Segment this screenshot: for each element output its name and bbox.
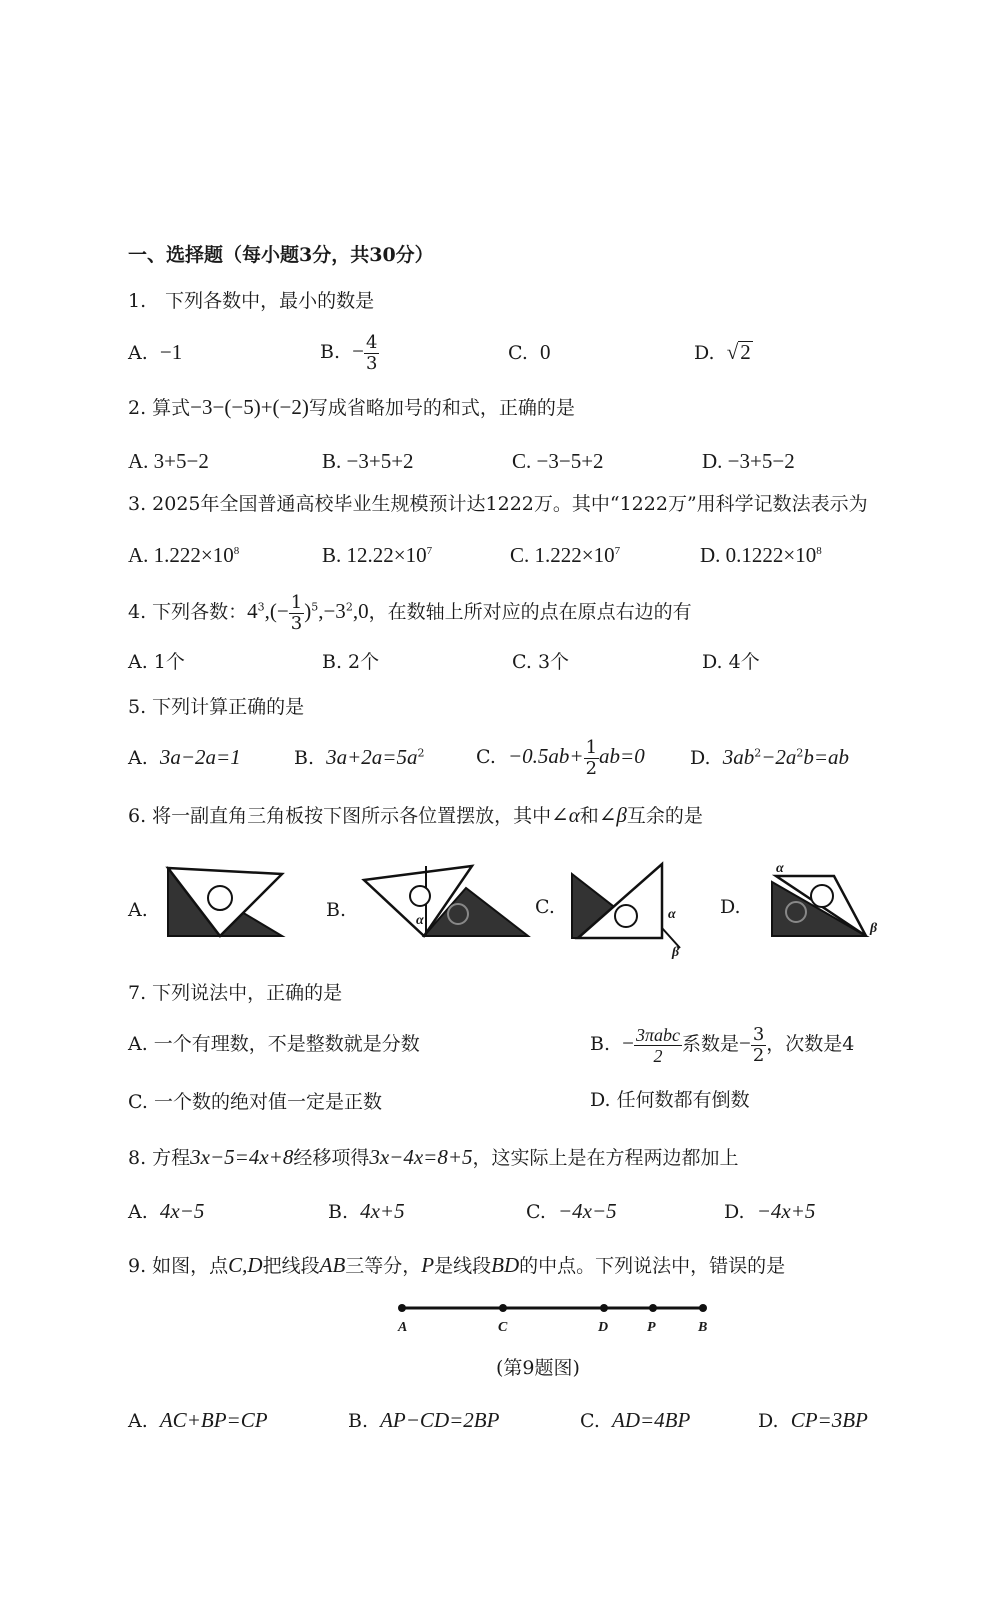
- fraction: $\frac{1}{3}$: [290, 591, 303, 634]
- point-d: [600, 1304, 608, 1312]
- q5-option-c: C. −0.5ab+ $\frac{1}{2}$ ab=0: [476, 736, 645, 779]
- q6-figure-a: [160, 860, 290, 940]
- q7-option-d: D. 任何数都有倒数: [590, 1089, 750, 1111]
- q4-option-d: D. 4个: [702, 651, 760, 673]
- alpha-label: α: [776, 861, 784, 876]
- q7-option-b: B. − $\frac{\text{3πabc}}{2}$ 系数是− $\frac{3}{2}$ ，次数是4: [590, 1023, 855, 1066]
- q8-option-a: A. 4x−5: [128, 1199, 205, 1223]
- q9-segment-figure: [390, 1298, 720, 1338]
- q8-option-b: B. 4x+5: [328, 1199, 405, 1223]
- q8-option-d: D. −4x+5: [724, 1199, 816, 1223]
- q9-figure-caption: (第9题图): [496, 1357, 580, 1379]
- q4-option-c: C. 3个: [512, 651, 570, 673]
- q4-option-b: B. 2个: [322, 651, 380, 673]
- fraction: $\frac{1}{2}$: [585, 736, 598, 779]
- q1-option-d: D. √2: [694, 340, 751, 364]
- sqrt-radicand: 2: [740, 340, 751, 364]
- q9-option-b: B. AP−CD=2BP: [348, 1408, 500, 1432]
- label-p: P: [647, 1320, 656, 1335]
- alpha-label: α: [416, 913, 424, 928]
- q2-option-d: D. −3+5−2: [702, 449, 795, 473]
- q5-option-b: B. $3a+2a=5a^2$: [294, 745, 425, 769]
- q2-option-a: A. 3+5−2: [128, 449, 209, 473]
- q2-stem: 2. 算式−3−(−5)+(−2)写成省略加号的和式，正确的是: [128, 395, 575, 419]
- section-title: 一、选择题（每小题3分，共30分）: [128, 244, 434, 266]
- q1-option-b: B. − $\frac{4}{3}$: [320, 331, 378, 374]
- beta-label: β: [672, 945, 680, 960]
- q9-option-c: C. AD=4BP: [580, 1408, 691, 1432]
- q6-option-a-label: A.: [128, 899, 148, 921]
- point-p: [649, 1304, 657, 1312]
- q7-stem: 7. 下列说法中，正确的是: [128, 982, 343, 1004]
- beta-label: β: [870, 921, 878, 936]
- point-b: [699, 1304, 707, 1312]
- q5-option-a: A. 3a−2a=1: [128, 745, 241, 769]
- q3-stem: 3. 2025年全国普通高校毕业生规模预计达1222万。其中“1222万”用科学记数法表示为: [128, 493, 868, 515]
- label-d: D: [598, 1320, 609, 1335]
- q7-option-c: C. 一个数的绝对值一定是正数: [128, 1091, 382, 1113]
- q9-option-a: A. AC+BP=CP: [128, 1408, 268, 1432]
- q4-option-a: A. 1个: [128, 651, 185, 673]
- q2-option-b: B. −3+5+2: [322, 449, 414, 473]
- fraction: $\frac{\text{3πabc}}{2}$: [635, 1024, 680, 1066]
- label-b: B: [698, 1320, 708, 1335]
- q9-option-d: D. CP=3BP: [758, 1408, 868, 1432]
- label-c: C: [498, 1320, 508, 1335]
- fraction: $\frac{3}{2}$: [752, 1023, 765, 1066]
- q6-option-d-label: D.: [720, 896, 741, 918]
- q6-figure-c: [568, 858, 693, 958]
- q8-stem: 8. 方程3x−5=4x+8经移项得3x−4x=8+5，这实际上是在方程两边都加上: [128, 1145, 739, 1169]
- q5-stem: 5. 下列计算正确的是: [128, 696, 305, 718]
- point-a: [398, 1304, 406, 1312]
- q7-option-a: A. 一个有理数，不是整数就是分数: [128, 1033, 420, 1055]
- q3-option-a: A. $1.222\times 10^8$: [128, 543, 240, 567]
- q9-stem: 9. 如图，点C,D把线段AB三等分，P是线段BD的中点。下列说法中，错误的是: [128, 1253, 786, 1277]
- point-c: [499, 1304, 507, 1312]
- q6-figure-b: [360, 860, 535, 942]
- q3-option-b: B. $12.22\times 10^7$: [322, 543, 433, 567]
- q3-option-c: C. $1.222\times 10^7$: [510, 543, 621, 567]
- q4-stem: 4. 下列各数：$4^3,(-$ $\frac{1}{3}$ )$^5,-3^2,0$，在数轴上所对应的点在原点右边的有: [128, 591, 692, 634]
- q6-option-b-label: B.: [326, 899, 347, 921]
- q8-option-c: C. −4x−5: [526, 1199, 617, 1223]
- q1-stem: 1. 下列各数中，最小的数是: [128, 290, 375, 312]
- fraction: $\frac{4}{3}$: [365, 331, 378, 374]
- q6-figure-d: [762, 862, 887, 944]
- alpha-label: α: [668, 907, 676, 922]
- q3-option-d: D. $0.1222\times 10^8$: [700, 543, 822, 567]
- q6-option-c-label: C.: [535, 896, 555, 918]
- label-a: A: [398, 1320, 408, 1335]
- q2-option-c: C. −3−5+2: [512, 449, 604, 473]
- q5-option-d: D. $3ab^2-2a^2b=ab$: [690, 745, 850, 769]
- q1-option-a: A. −1: [128, 340, 183, 364]
- q1-option-c: C. 0: [508, 340, 551, 364]
- q6-stem: 6. 将一副直角三角板按下图所示各位置摆放，其中∠α和∠β互余的是: [128, 803, 703, 827]
